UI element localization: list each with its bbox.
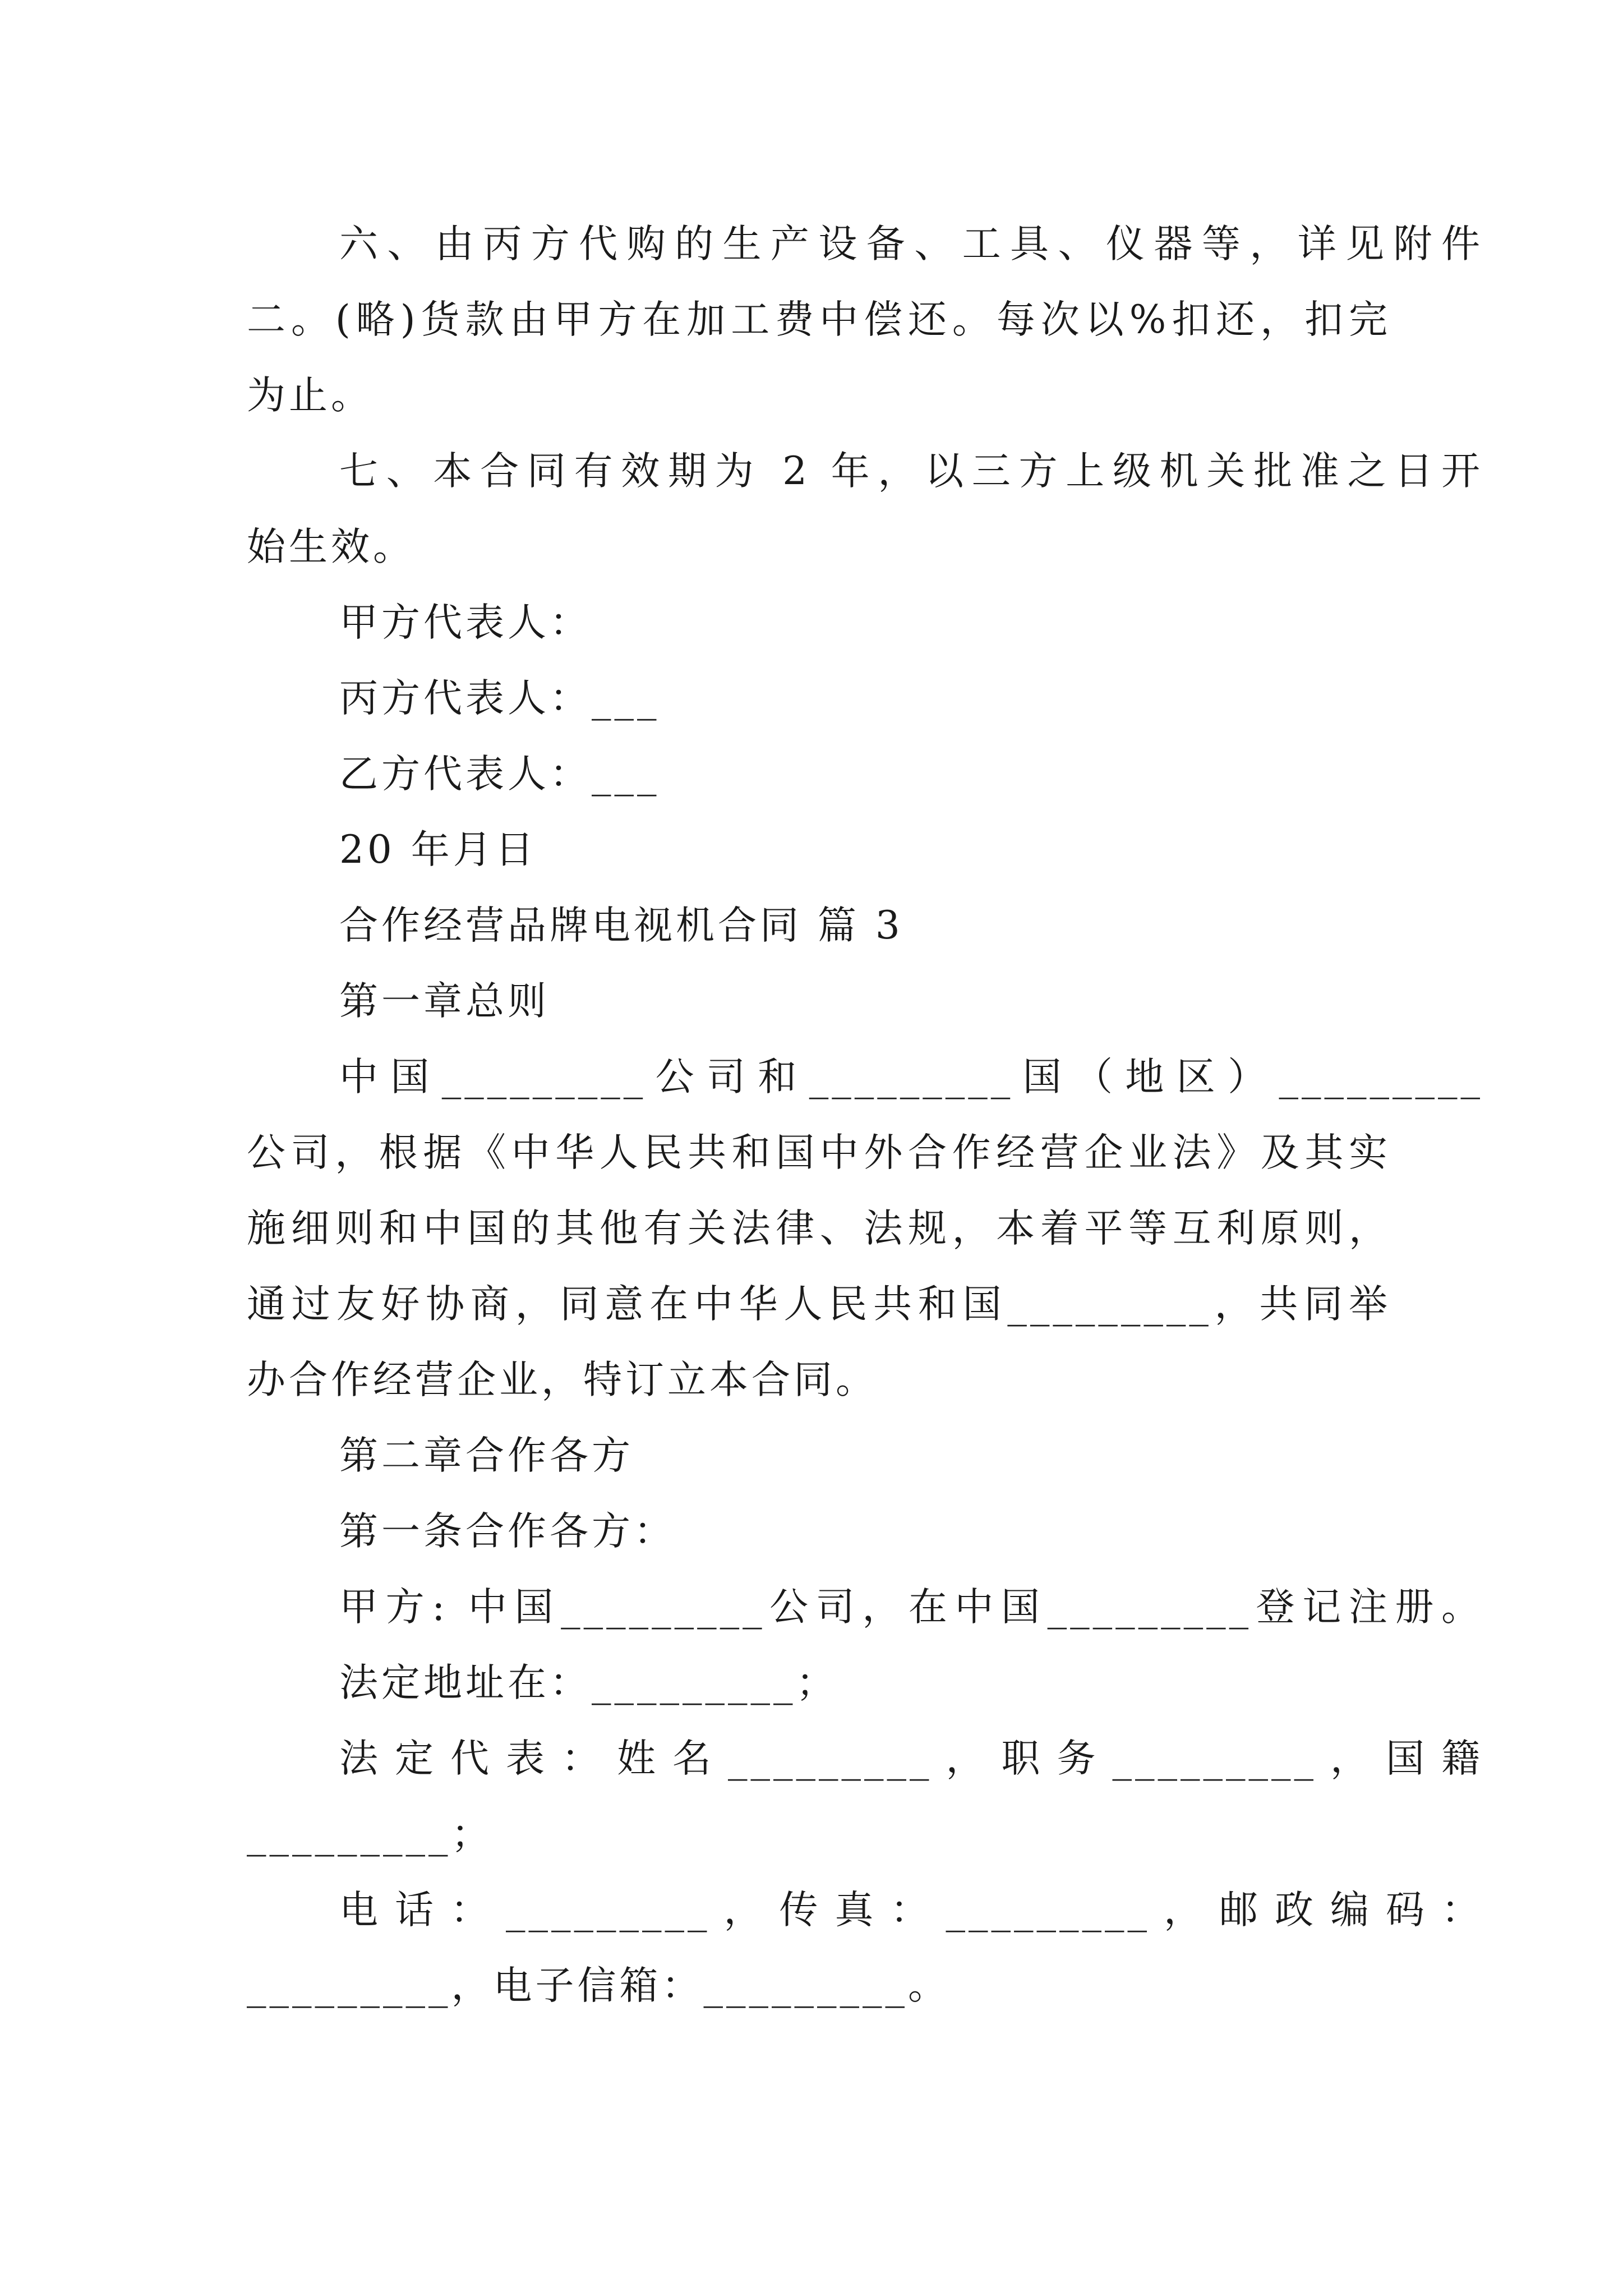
paragraph-line: 七、本合同有效期为 2 年，以三方上级机关批准之日开 [339,449,1483,494]
signature-line: 甲方代表人： [339,600,592,645]
signature-line: 乙方代表人：___ [339,752,660,797]
paragraph-line: _________； [247,1812,494,1857]
paragraph-line: 中国_________公司和_________国（地区）_________ [339,1055,1483,1099]
paragraph-line: 办合作经营企业，特订立本合同。 [247,1358,878,1402]
paragraph-line: 法定代表：姓名_________，职务_________，国籍 [339,1736,1483,1781]
paragraph-line: 始生效。 [247,524,415,569]
paragraph-line: 通过友好协商，同意在中华人民共和国_________，共同举 [247,1282,1391,1327]
paragraph-line: 公司，根据《中华人民共和国中外合作经营企业法》及其实 [247,1130,1391,1175]
chapter-heading: 第二章合作各方 [339,1433,634,1478]
paragraph-line: 法定地址在：_________； [339,1660,838,1705]
paragraph-line: 甲方: 中国_________公司，在中国_________登记注册。 [339,1585,1483,1630]
article-heading: 第一条合作各方： [339,1509,676,1554]
paragraph-line: 二。(略)货款由甲方在加工费中偿还。每次以%扣还，扣完 [247,297,1391,342]
date-line: 20 年月日 [339,827,537,872]
paragraph-line: _________，电子信箱：_________。 [247,1963,950,2008]
paragraph-line: 电话：_________，传真：_________，邮政编码： [339,1888,1483,1932]
paragraph-line: 为止。 [247,373,373,418]
paragraph-line: 施细则和中国的其他有关法律、法规，本着平等互利原则， [247,1206,1391,1251]
chapter-heading: 第一章总则 [339,979,550,1024]
paragraph-line: 六、由丙方代购的生产设备、工具、仪器等，详见附件 [339,222,1483,266]
signature-line: 丙方代表人：___ [339,676,660,721]
section-title: 合作经营品牌电视机合同 篇 3 [339,903,903,948]
